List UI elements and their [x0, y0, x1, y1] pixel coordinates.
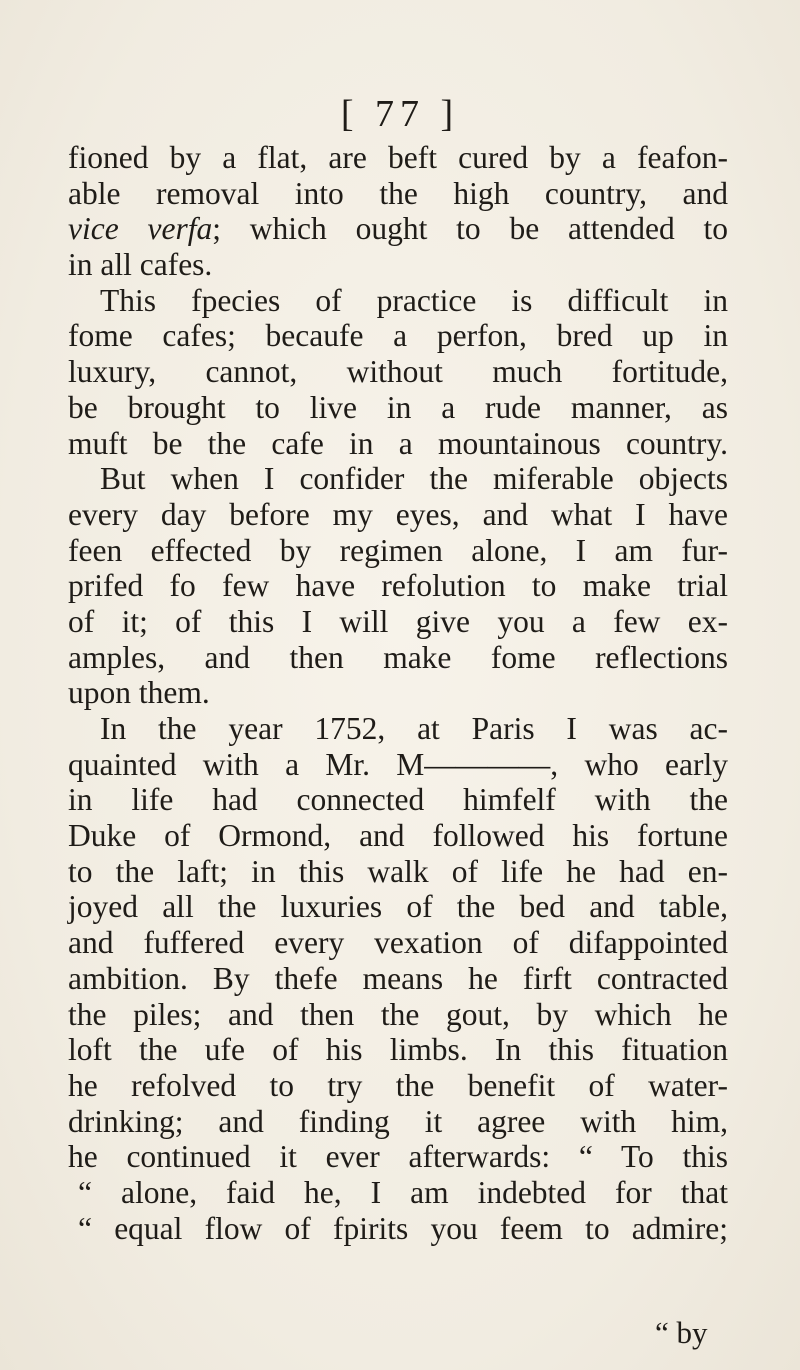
text-line: amples, and then make fome reflections: [68, 639, 728, 675]
text-line: every day before my eyes, and what I have: [68, 496, 728, 532]
text-line: “ equal flow of fpirits you feem to admire;: [78, 1210, 728, 1246]
text-line: upon them.: [68, 675, 210, 711]
text-line: drinking; and finding it agree with him,: [68, 1103, 728, 1139]
text-line: muft be the cafe in a mountainous country.: [68, 425, 728, 461]
text-line: joyed all the luxuries of the bed and table,: [68, 889, 728, 925]
text-line: luxury, cannot, without much fortitude,: [68, 354, 728, 390]
italic-phrase: vice verfa: [68, 211, 213, 247]
text-line: This fpecies of practice is difficult in: [100, 282, 728, 318]
text-line: quainted with a Mr. M————, who early: [68, 746, 728, 782]
text-line: in all cafes.: [68, 247, 213, 283]
body-text: [68, 140, 728, 1246]
text-line: feen effected by regimen alone, I am fur-: [68, 532, 728, 568]
text-line: he refolved to try the benefit of water-: [68, 1067, 728, 1103]
text-line: in life had connected himfelf with the: [68, 782, 728, 818]
text-line: to the laft; in this walk of life he had en-: [68, 853, 728, 889]
text-line: Duke of Ormond, and followed his fortune: [68, 818, 728, 854]
page-number: [ 77 ]: [340, 93, 460, 135]
text-line: But when I confider the miferable objects: [100, 461, 728, 497]
text-line: ambition. By thefe means he firft contracted: [68, 960, 728, 996]
text-line: able removal into the high country, and: [68, 175, 728, 211]
text-line: In the year 1752, at Paris I was ac-: [100, 711, 728, 746]
text-line: fome cafes; becaufe a perfon, bred up in: [68, 318, 728, 354]
text-line: “ alone, faid he, I am indebted for that: [78, 1174, 728, 1210]
text-line: be brought to live in a rude manner, as: [68, 389, 728, 425]
text-line: the piles; and then the gout, by which he: [68, 996, 728, 1032]
text-line: loft the ufe of his limbs. In this fituation: [68, 1032, 728, 1068]
text-line: and fuffered every vexation of difappointed: [68, 925, 728, 961]
text-line: he continued it ever afterwards: “ To this: [68, 1139, 728, 1175]
text-line: prifed fo few have refolution to make trial: [68, 568, 728, 604]
text-line: of it; of this I will give you a few ex-: [68, 603, 728, 639]
text-line: fioned by a flat, are beft cured by a feafon-: [68, 140, 728, 175]
text-line: vice verfa; which ought to be attended to: [68, 211, 728, 247]
catchword: “ by: [655, 1315, 708, 1350]
